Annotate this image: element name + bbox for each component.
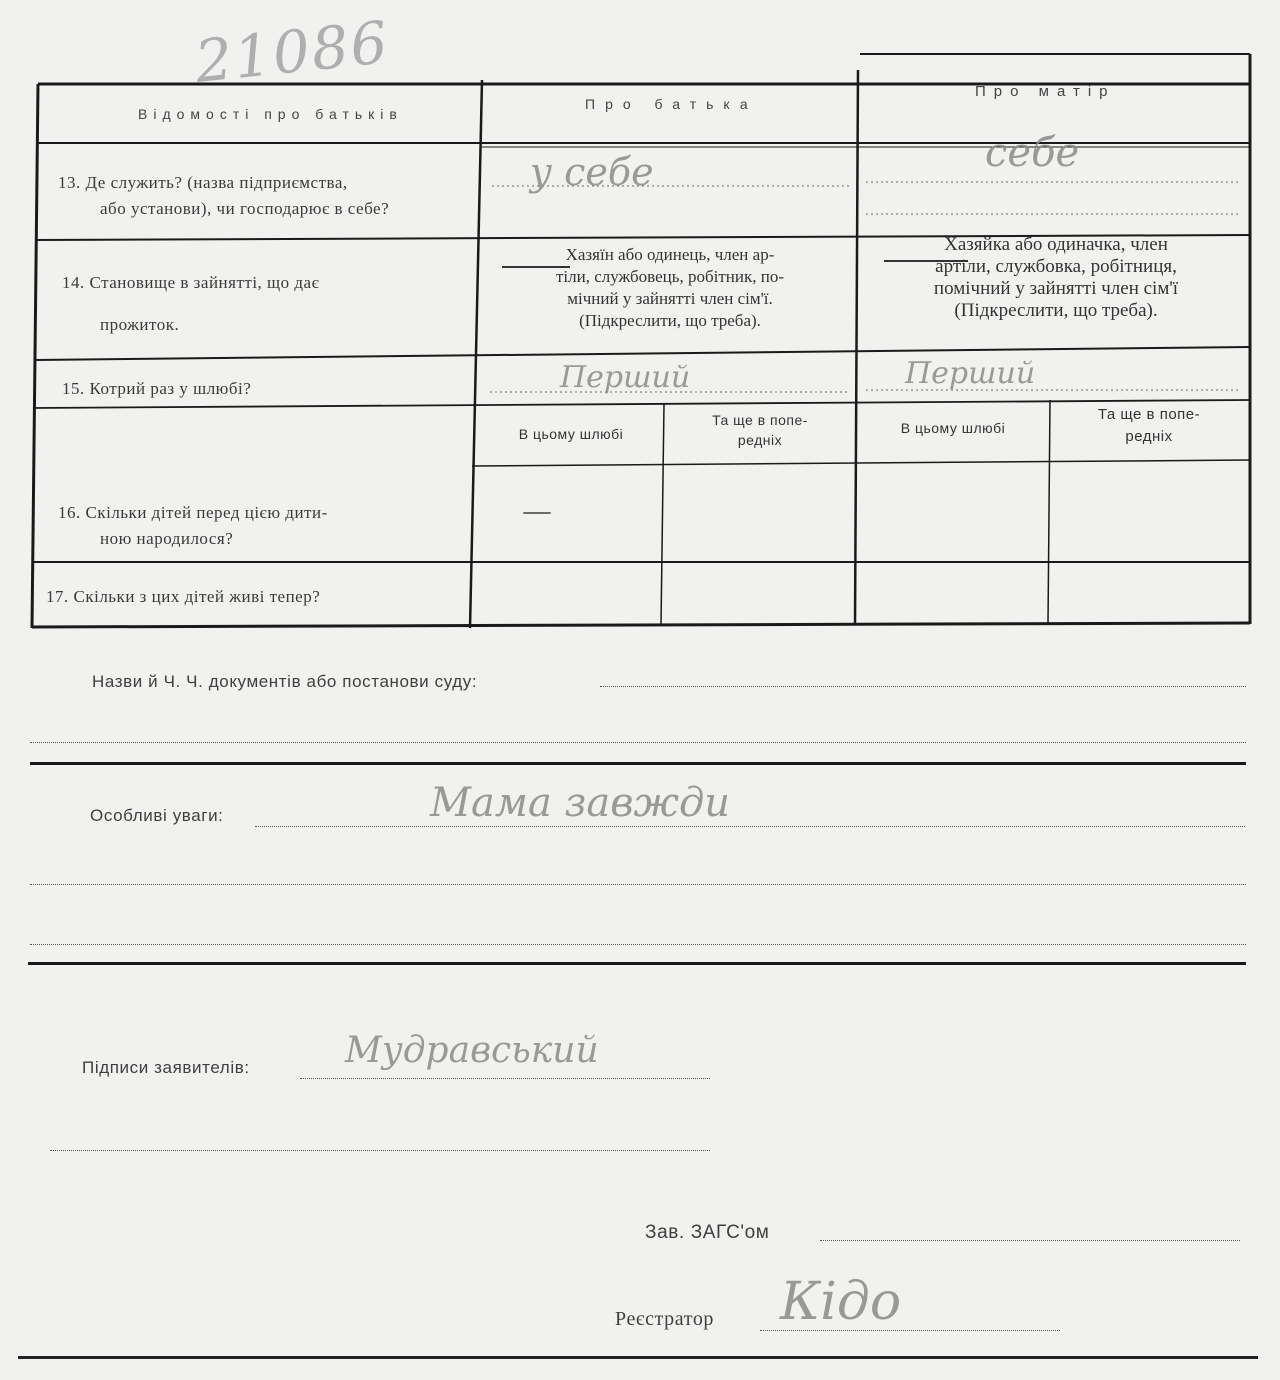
father-option-line: Хазяїн або одинець, член ар- [565, 245, 775, 264]
notes-label: Особливі уваги: [90, 806, 224, 825]
documents-line-2 [30, 742, 1246, 743]
row13-father-answer: у себе [530, 150, 654, 194]
row15-question: 15. Котрий раз у шлюбі? [62, 379, 252, 398]
row15-mother-answer: Перший [905, 356, 1036, 391]
notes-line-2 [30, 884, 1246, 885]
signatures-line-2 [50, 1150, 710, 1151]
mother-option-line: (Підкреслити, що треба). [954, 300, 1158, 321]
father-option-line: мічний у зайнятті член сім'ї. [567, 289, 773, 308]
notes-line [255, 826, 1245, 827]
father-underline-mark [502, 266, 570, 268]
subheader-father-current: В цьому шлюбі [518, 426, 624, 442]
row14-mother-options [870, 234, 1242, 322]
zags-label: Зав. ЗАГС'ом [645, 1222, 770, 1243]
mother-underline-mark [884, 260, 968, 262]
row16-question-line2: ною народилося? [100, 529, 234, 548]
subheader-mother-previous-line1: Та ще в попе- [1097, 406, 1201, 423]
row14-father-options [490, 244, 850, 332]
header-col-mother: Про матір [975, 83, 1116, 100]
section-rule-2 [28, 962, 1246, 965]
mother-option-line: артіли, службовка, робітниця, [935, 256, 1177, 277]
row14-question-line1: 14. Становище в зайнятті, що дає [62, 273, 320, 292]
row13-question-line2: або установи), чи господарює в себе? [100, 199, 390, 218]
signatures-label: Підписи заявителів: [82, 1058, 250, 1077]
row16-question-line1: 16. Скільки дітей перед цією дити- [58, 503, 328, 522]
row15-father-answer: Перший [560, 360, 691, 395]
mother-option-line: Хазяйка або одиначка, член [944, 234, 1168, 255]
section-rule [30, 762, 1246, 765]
header-col-father: Про батька [585, 96, 758, 112]
documents-label: Назви й Ч. Ч. документів або постанови суду: [92, 672, 478, 691]
subheader-father-previous-line1: Та ще в попе- [712, 412, 808, 428]
father-option-line: (Підкреслити, що треба). [579, 311, 761, 330]
row17-question: 17. Скільки з цих дітей живі тепер? [46, 587, 321, 606]
mother-option-line: помічний у зайнятті член сім'ї [933, 278, 1179, 299]
registrar-line [760, 1330, 1060, 1331]
row16-father-current-answer: — [522, 494, 552, 529]
row13-mother-answer: себе [985, 130, 1080, 176]
subheader-mother-current: В цьому шлюбі [900, 420, 1006, 436]
signatures-line [300, 1078, 710, 1079]
zags-line [820, 1240, 1240, 1241]
notes-line-3 [30, 944, 1246, 945]
archive-number: 21086 [191, 8, 393, 96]
bottom-rule [18, 1356, 1258, 1359]
documents-line [600, 686, 1246, 687]
registrar-label: Реєстратор [615, 1308, 715, 1330]
subheader-mother-previous-line2: редніх [1125, 428, 1173, 445]
applicant-signature: Мудравський [345, 1030, 599, 1071]
notes-value: Мама завжди [430, 780, 731, 826]
registrar-signature: Кідо [780, 1272, 902, 1332]
row14-question-line2: прожиток. [100, 315, 180, 334]
header-col-parents-info: Відомості про батьків [138, 106, 403, 122]
subheader-father-previous-line2: редніх [737, 432, 783, 448]
row13-question-line1: 13. Де служить? (назва підприємства, [58, 173, 348, 192]
father-option-line: тіли, службовець, робітник, по- [555, 267, 785, 286]
